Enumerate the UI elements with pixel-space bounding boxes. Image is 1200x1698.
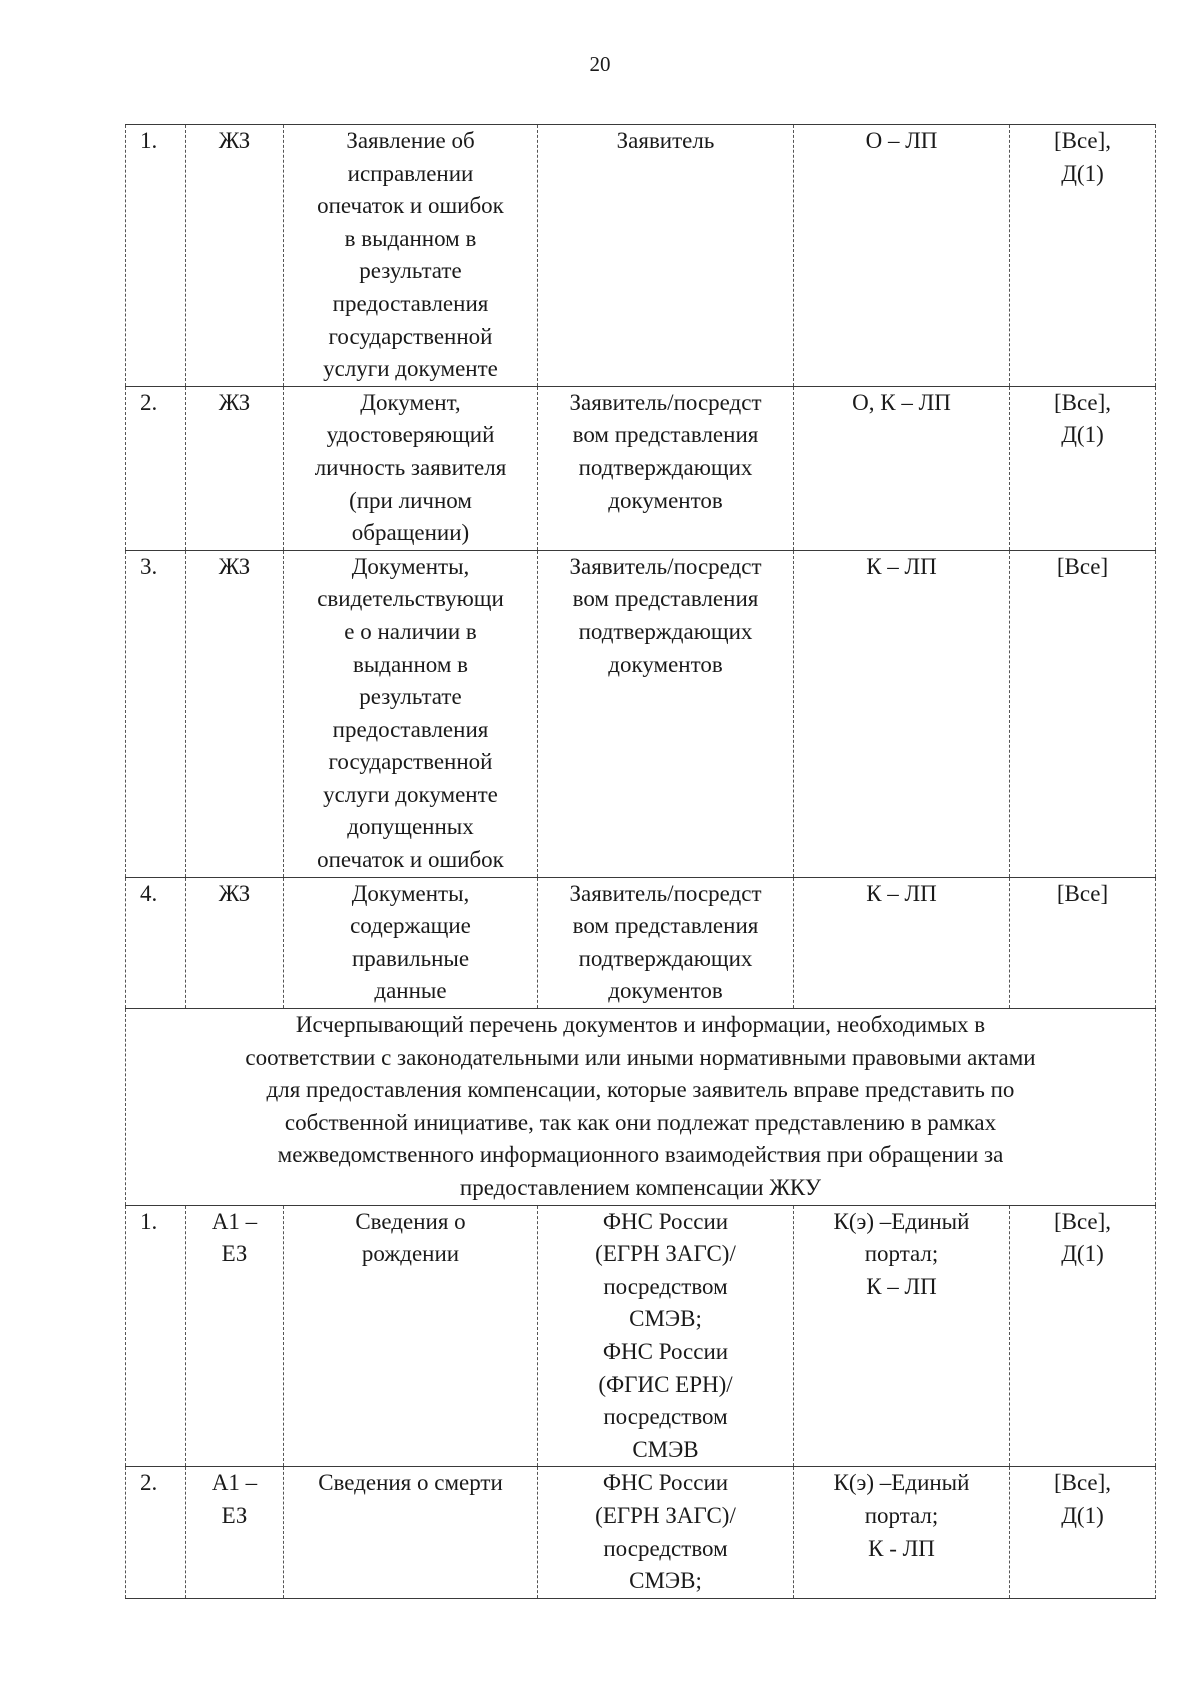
row-document-line: обращении) [351,520,470,546]
row-method-line: О – ЛП [865,128,938,153]
table-row [126,386,1156,550]
row-document-line: услуги документе [323,781,498,807]
row-method-line: К - ЛП [868,1535,935,1561]
row-method [794,125,1010,387]
row-document [284,386,538,550]
row-method-line: О, К – ЛП [852,389,951,415]
row-submitter-line: СМЭВ [632,1436,699,1462]
row-code [186,877,284,1008]
row-method [794,1205,1010,1467]
section-heading-line: для предоставления компенсации, которые заявитель вправе представить по [266,1077,1015,1103]
row-submitter-line: (ЕГРН ЗАГС)/ [595,1502,736,1528]
row-submitter-line: посредством [603,1273,728,1299]
row-number [126,1467,186,1598]
row-number [126,877,186,1008]
row-code-line: ЖЗ [218,553,251,579]
row-where-line: Д(1) [1061,1502,1104,1528]
row-number [126,125,186,387]
row-code-line: ЖЗ [218,128,251,153]
page-number: 20 [589,52,611,76]
row-where-line: Д(1) [1061,422,1104,448]
section-heading-line: межведомственного информационного взаимодействия при обращении за [277,1142,1004,1168]
row-submitter [538,386,794,550]
row-number-line: 4. [140,880,158,906]
row-number-line: 2. [140,389,158,415]
row-submitter-line: документов [608,651,723,677]
row-document-line: личность заявителя [314,454,507,480]
row-document-line: Документы, [351,880,470,906]
row-code [186,1205,284,1467]
row-submitter-line: Заявитель/посредст [569,880,762,906]
row-number-line: 1. [140,1208,158,1234]
section-heading-line: соответствии с законодательными или иными нормативными правовыми актами [245,1044,1036,1070]
row-document [284,877,538,1008]
row-submitter-line: Заявитель [616,128,715,153]
section-heading-line: предоставлением компенсации ЖКУ [459,1175,822,1200]
row-submitter-line: ФНС России [602,1208,729,1234]
row-document-line: исправлении [347,160,474,186]
row-document-line: рождении [361,1241,460,1267]
row-document [284,550,538,877]
row-submitter-line: вом представления [572,586,759,612]
row-method [794,550,1010,877]
row-where-line: [Все], [1053,389,1112,415]
row-number-line: 3. [140,553,158,579]
row-document-line: услуги документе [323,356,498,382]
table-row [126,550,1156,877]
row-number [126,1205,186,1467]
row-where-line: [Все] [1056,553,1109,579]
table-row [126,125,1156,387]
row-document-line: государственной [328,323,493,349]
row-code-line: А1 – [211,1208,258,1234]
row-submitter-line: СМЭВ; [629,1568,702,1594]
row-document-line: удостоверяющий [326,422,495,448]
row-code-line: А1 – [211,1470,258,1496]
row-code-line: ЕЗ [221,1502,248,1528]
row-document [284,125,538,387]
row-document-line: опечаток и ошибок [317,847,504,873]
row-submitter-line: Заявитель/посредст [569,553,762,579]
row-document-line: в выданном в [344,225,477,251]
row-method [794,386,1010,550]
row-submitter-line: ФНС России [602,1470,729,1496]
row-code-line: ЖЗ [218,389,251,415]
row-where-line: Д(1) [1061,1241,1104,1267]
row-where [1010,125,1156,387]
row-submitter [538,125,794,387]
row-where-line: Д(1) [1061,160,1104,186]
row-document-line: Сведения о [355,1208,466,1234]
row-document-line: (при личном [349,487,472,513]
row-submitter-line: подтверждающих [578,618,753,644]
row-document-line: предоставления [332,716,489,742]
row-document-line: предоставления [332,290,489,316]
row-method-line: К – ЛП [866,880,937,906]
table-row [126,877,1156,1008]
row-document-line: государственной [328,749,493,775]
row-method-line: К(э) –Единый [833,1470,970,1496]
row-code-line: ЕЗ [221,1241,248,1267]
row-code [186,125,284,387]
row-submitter-line: документов [608,487,723,513]
row-number [126,386,186,550]
row-number-line: 2. [140,1470,158,1496]
row-submitter-line: Заявитель/посредст [569,389,762,415]
row-where [1010,1467,1156,1598]
table-row [126,1467,1156,1598]
row-submitter [538,1467,794,1598]
row-method [794,877,1010,1008]
row-submitter [538,550,794,877]
row-document-line: результате [359,258,462,284]
row-submitter-line: подтверждающих [578,454,753,480]
row-method-line: К – ЛП [866,553,937,579]
row-document-line: свидетельствующи [317,586,504,612]
row-document [284,1467,538,1598]
section-heading-row [126,1009,1156,1206]
row-document-line: е о наличии в [344,618,477,644]
row-where-line: [Все] [1056,880,1109,906]
row-document-line: Документ, [360,389,461,415]
row-submitter [538,1205,794,1467]
row-submitter-line: (ФГИС ЕРН)/ [598,1371,733,1397]
row-where-line: [Все], [1053,1208,1112,1234]
row-where [1010,386,1156,550]
row-document-line: Документы, [351,553,470,579]
row-submitter-line: посредством [603,1404,728,1430]
row-code [186,1467,284,1598]
table-row [126,1205,1156,1467]
row-submitter-line: посредством [603,1535,728,1561]
row-submitter-line: (ЕГРН ЗАГС)/ [595,1241,736,1267]
row-method-line: портал; [864,1241,939,1267]
row-where [1010,550,1156,877]
row-submitter-line: вом представления [572,422,759,448]
section-heading [126,1009,1156,1206]
row-where [1010,877,1156,1008]
row-where-line: [Все], [1053,1470,1112,1496]
row-method [794,1467,1010,1598]
row-document-line: Сведения о смерти [318,1470,503,1496]
row-document-line: правильные [351,945,470,971]
row-number-line: 1. [140,128,158,153]
row-method-line: К – ЛП [866,1273,937,1299]
row-where [1010,1205,1156,1467]
row-method-line: портал; [864,1502,939,1528]
row-submitter-line: вом представления [572,913,759,939]
row-submitter-line: СМЭВ; [629,1306,702,1332]
row-submitter-line: документов [608,978,723,1004]
row-document-line: Заявление об [346,128,475,153]
row-document-line: опечаток и ошибок [317,193,504,219]
section-heading-line: собственной инициативе, так как они подлежат представлению в рамках [284,1109,997,1135]
row-where-line: [Все], [1053,128,1112,153]
row-document-line: данные [374,978,447,1004]
row-submitter-line: ФНС России [602,1338,729,1364]
row-code-line: ЖЗ [218,880,251,906]
row-code [186,386,284,550]
section-heading-line: Исчерпывающий перечень документов и информации, необходимых в [295,1012,986,1038]
row-submitter-line: подтверждающих [578,945,753,971]
row-document [284,1205,538,1467]
documents-table [125,124,1156,1599]
row-submitter [538,877,794,1008]
row-document-line: допущенных [347,814,474,840]
row-document-line: выданном в [352,651,469,677]
row-method-line: К(э) –Единый [833,1208,970,1234]
row-number [126,550,186,877]
row-document-line: результате [359,684,462,710]
row-code [186,550,284,877]
row-document-line: содержащие [350,913,471,939]
